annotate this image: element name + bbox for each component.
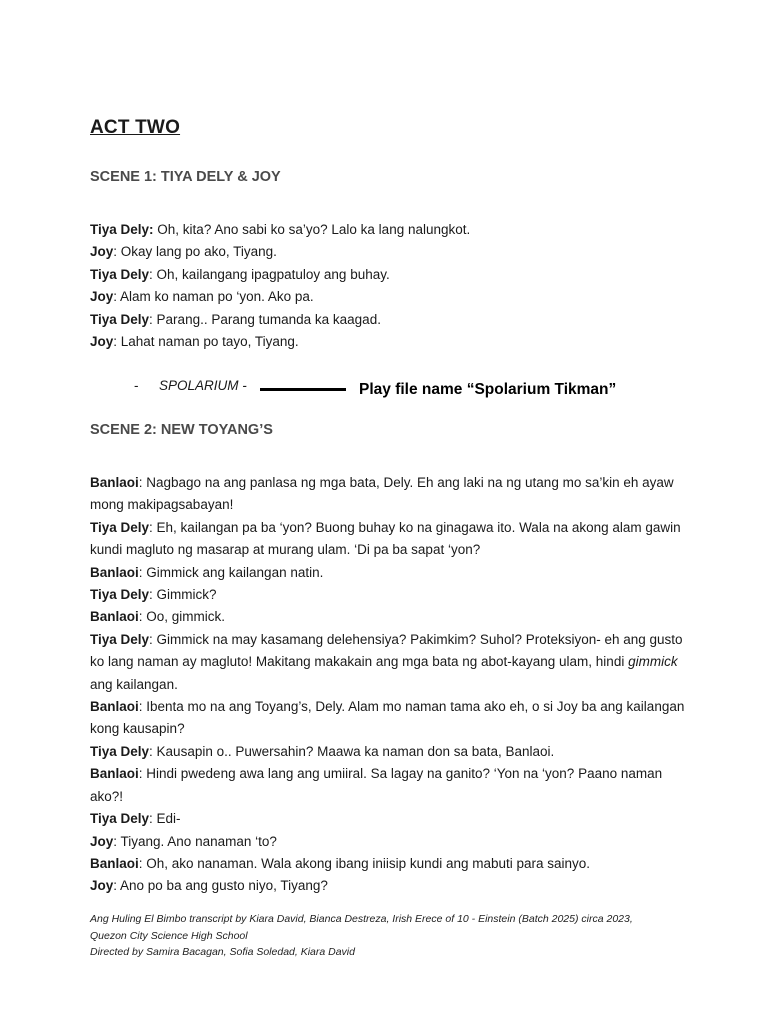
- speaker-name: Tiya Dely: [90, 266, 150, 282]
- cue-note: Play file name “Spolarium Tikman”: [359, 381, 617, 398]
- dialogue-line: [90, 241, 690, 263]
- speaker-name: Tiya Dely: [90, 519, 150, 535]
- line-text: : Tiyang. Ano nanaman ‘to?: [113, 833, 277, 849]
- line-text-after: ang kailangan.: [90, 676, 178, 692]
- speaker-name: Banlaoi: [90, 699, 139, 715]
- speaker-name: Joy: [90, 289, 114, 305]
- line-text: : Parang.. Parang tumanda ka kaagad.: [149, 311, 381, 327]
- dialogue-line: [90, 696, 690, 741]
- speaker-name: Banlaoi: [90, 609, 139, 625]
- dialogue-line: [90, 831, 690, 853]
- line-text: : Ibenta mo na ang Toyang’s, Dely. Alam mo naman tama ako eh, o si Joy ba ang kailangan kong kausapin?: [90, 699, 685, 737]
- line-text: : Oh, ako nanaman. Wala akong ibang iniisip kundi ang mabuti para sainyo.: [138, 855, 591, 871]
- scene-2-dialogue: [90, 472, 690, 898]
- line-text: : Alam ko naman po ‘yon. Ako pa.: [113, 289, 314, 305]
- dialogue-line: [90, 472, 690, 517]
- dialogue-line: [90, 309, 690, 331]
- footer-directors-line: Directed by Samira Bacagan, Sofia Soledad, Kiara David: [90, 946, 355, 958]
- dialogue-line: [90, 286, 690, 308]
- speaker-name: Tiya Dely: [90, 311, 150, 327]
- dialogue-line: [90, 741, 690, 763]
- sound-cue: [134, 376, 694, 406]
- speaker-name: Tiya Dely: [90, 587, 150, 603]
- footer-credit-line: Ang Huling El Bimbo transcript by Kiara David, Bianca Destreza, Irish Erece of 10 - Einstein (Batch 2025) circa 2023,: [90, 913, 633, 925]
- speaker-name: Joy: [90, 244, 114, 260]
- line-text: : Oo, gimmick.: [138, 609, 226, 625]
- dialogue-line: [90, 517, 690, 562]
- cue-arrow-line: [260, 388, 346, 391]
- speaker-name: Banlaoi: [90, 564, 139, 580]
- speaker-name: Joy: [90, 833, 114, 849]
- speaker-name: Tiya Dely: [90, 631, 150, 647]
- dialogue-line: [90, 219, 690, 241]
- scene-2-heading: SCENE 2: NEW TOYANG’S: [90, 422, 273, 438]
- speaker-name: Banlaoi: [90, 766, 139, 782]
- line-text: : Okay lang po ako, Tiyang.: [113, 244, 277, 260]
- line-text: : Eh, kailangan pa ba ‘yon? Buong buhay ko na ginagawa ito. Wala na akong alam gawin kundi magluto ng masarap at murang ulam. ‘Di pa ba sapat ‘yon?: [90, 519, 681, 558]
- dialogue-line: [90, 584, 690, 606]
- speaker-name: Tiya Dely: [90, 743, 150, 759]
- line-text: : Hindi pwedeng awa lang ang umiiral. Sa lagay na ganito? ‘Yon na ‘yon? Paano naman ako?!: [90, 766, 663, 804]
- dialogue-line: [90, 629, 690, 696]
- line-text: : Edi-: [149, 811, 181, 827]
- page-footer: [90, 911, 710, 961]
- dialogue-line: [90, 875, 690, 897]
- line-text: : Kausapin o.. Puwersahin? Maawa ka naman don sa bata, Banlaoi.: [149, 743, 555, 759]
- line-text: : Nagbago na ang panlasa ng mga bata, Dely. Eh ang laki na ng utang mo sa’kin eh ayaw mong makipagsabayan!: [90, 475, 674, 513]
- speaker-name: Joy: [90, 334, 114, 350]
- dialogue-line: [90, 562, 690, 584]
- line-text: : Gimmick?: [149, 587, 217, 603]
- line-text: : Gimmick ang kailangan natin.: [138, 564, 324, 580]
- speaker-name: Tiya Dely:: [90, 222, 154, 237]
- footer-school-line: Quezon City Science High School: [90, 929, 248, 942]
- dialogue-line: [90, 606, 690, 628]
- speaker-name: Banlaoi: [90, 855, 139, 871]
- speaker-name: Tiya Dely: [90, 811, 150, 827]
- scene-1-dialogue: [90, 219, 690, 353]
- line-text: : Gimmick na may kasamang delehensiya? Pakimkim? Suhol? Proteksiyon- eh ang gusto ko lang naman ay magluto! Makitang makakain ang mga bata ng abot-kayang ulam, hindi: [90, 631, 683, 670]
- speaker-name: Joy: [90, 878, 114, 894]
- dialogue-line: [90, 264, 690, 286]
- dialogue-line: [90, 331, 690, 353]
- dialogue-line: [90, 808, 690, 830]
- italic-word: gimmick: [628, 654, 678, 670]
- line-text: : Oh, kailangang ipagpatuloy ang buhay.: [149, 266, 390, 282]
- dialogue-line: [90, 763, 690, 808]
- cue-text: SPOLARIUM -: [159, 378, 247, 393]
- cue-bullet: -: [134, 378, 139, 393]
- line-text: : Ano po ba ang gusto niyo, Tiyang?: [113, 878, 328, 894]
- line-text: : Lahat naman po tayo, Tiyang.: [113, 334, 299, 350]
- line-text: Oh, kita? Ano sabi ko sa’yo? Lalo ka lang nalungkot.: [153, 222, 471, 237]
- scene-1-heading: SCENE 1: TIYA DELY & JOY: [90, 169, 281, 185]
- speaker-name: Banlaoi: [90, 475, 139, 490]
- dialogue-line: [90, 853, 690, 875]
- act-title: ACT TWO: [90, 117, 181, 138]
